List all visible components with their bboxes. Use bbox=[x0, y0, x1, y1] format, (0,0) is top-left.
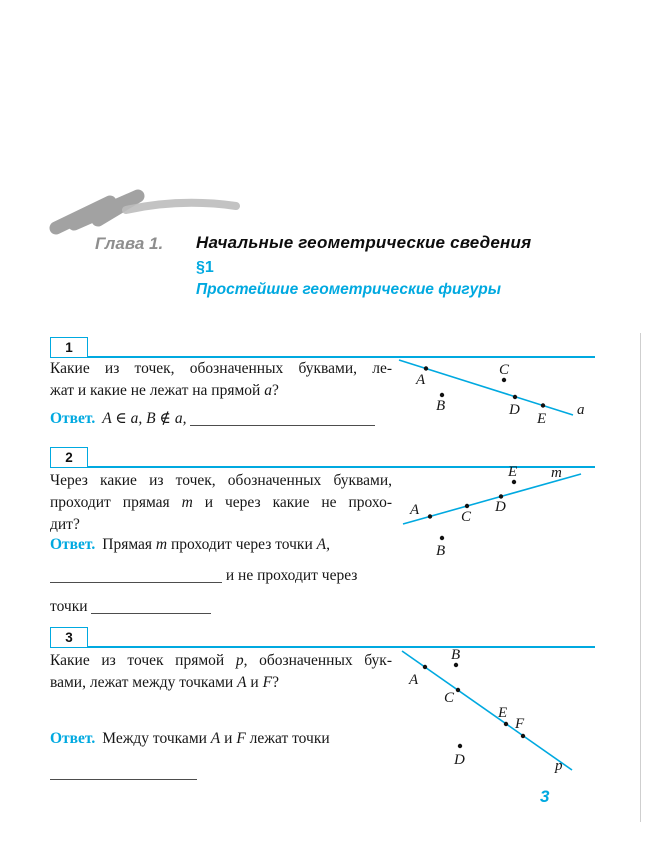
exercise-3-answer-line-2 bbox=[50, 763, 197, 783]
point-D-dot bbox=[513, 395, 517, 399]
exercise-2-diagram bbox=[393, 458, 598, 563]
point-F-dot bbox=[521, 734, 525, 738]
text-line bbox=[50, 358, 392, 380]
exercise-3-diagram bbox=[393, 637, 603, 787]
math-variable: F bbox=[236, 730, 246, 747]
math-variable: p bbox=[235, 652, 244, 669]
exercise-2-text bbox=[50, 470, 392, 536]
point-C-dot bbox=[502, 378, 506, 382]
math-variable: A bbox=[210, 730, 221, 747]
section-number: §1 bbox=[196, 259, 214, 276]
text-segment: проходит через точки bbox=[167, 536, 317, 553]
point-B-dot bbox=[440, 393, 444, 397]
point-A-dot bbox=[428, 514, 432, 518]
text-segment: и через какие не прохо- bbox=[192, 494, 392, 511]
line-a-label: a bbox=[577, 402, 585, 418]
point-E-dot bbox=[512, 480, 516, 484]
exercise-2-answer-line-2 bbox=[50, 566, 357, 586]
point-E-dot bbox=[504, 722, 508, 726]
answer-blank bbox=[190, 413, 375, 426]
exercise-3-text bbox=[50, 650, 392, 694]
exercise-1-number: 1 bbox=[50, 337, 88, 358]
line-p bbox=[402, 651, 572, 770]
text-segment: проходит прямая bbox=[50, 494, 182, 511]
exercise-2-answer-line-1 bbox=[50, 535, 330, 555]
point-A-dot bbox=[424, 366, 428, 370]
page-edge-line bbox=[640, 333, 641, 822]
answer-label: Ответ. bbox=[50, 410, 96, 427]
point-D-dot bbox=[458, 744, 462, 748]
point-B-dot bbox=[454, 663, 458, 667]
text-segment: и bbox=[220, 730, 237, 747]
exercise-2-number: 2 bbox=[50, 447, 88, 468]
answer-blank bbox=[50, 570, 222, 583]
page-number: 3 bbox=[540, 787, 550, 806]
text-line bbox=[50, 514, 392, 536]
text-line bbox=[50, 672, 392, 694]
exercise-1-answer bbox=[50, 409, 375, 429]
point-C-dot bbox=[465, 504, 469, 508]
answer-label: Ответ. bbox=[50, 730, 96, 747]
text-line bbox=[50, 492, 392, 514]
text-segment: Какие из точек, обозначенных буквами, ле- bbox=[50, 360, 392, 377]
text-segment: вами, лежат между точками bbox=[50, 674, 238, 691]
point-D-label: D bbox=[454, 752, 465, 768]
point-E-dot bbox=[541, 403, 545, 407]
point-A-dot bbox=[423, 665, 427, 669]
point-E-label: E bbox=[508, 464, 518, 480]
point-E-label: E bbox=[537, 411, 547, 427]
chapter-label: Глава 1. bbox=[95, 234, 164, 253]
text-segment: ? bbox=[271, 382, 279, 399]
point-B-label: B bbox=[436, 543, 446, 559]
text-line bbox=[50, 380, 392, 402]
text-segment: Между точками bbox=[102, 730, 211, 747]
point-D-label: D bbox=[495, 499, 506, 515]
text-segment: жат и какие не лежат на прямой bbox=[50, 382, 265, 399]
point-E-label: E bbox=[498, 705, 508, 721]
point-F-label: F bbox=[515, 716, 525, 732]
point-A-label: A bbox=[410, 502, 420, 518]
point-B-label: B bbox=[451, 647, 461, 663]
math-variable: A, bbox=[316, 536, 330, 553]
math-variable: a bbox=[264, 382, 272, 399]
exercise-3-answer-line-1 bbox=[50, 729, 330, 749]
text-segment: дит? bbox=[50, 516, 80, 533]
text-segment: ? bbox=[272, 674, 279, 691]
line-p-label: p bbox=[555, 758, 563, 774]
math-variable: m bbox=[181, 494, 193, 511]
section-title: Простейшие геометрические фигуры bbox=[196, 281, 502, 298]
scribble-stroke-light bbox=[126, 203, 236, 210]
answer-label: Ответ. bbox=[50, 536, 96, 553]
text-segment: и не проходит через bbox=[222, 567, 358, 584]
text-segment: Какие из точек прямой bbox=[50, 652, 236, 669]
chapter-title: Начальные геометрические сведения bbox=[196, 233, 532, 252]
point-C-dot bbox=[456, 688, 460, 692]
text-line bbox=[50, 650, 392, 672]
text-segment: Прямая bbox=[102, 536, 156, 553]
text-line bbox=[50, 470, 392, 492]
text-segment: , обозначенных бук- bbox=[243, 652, 392, 669]
point-B-label: B bbox=[436, 398, 446, 414]
text-segment: и bbox=[246, 674, 263, 691]
text-segment: Через какие из точек, обозначенных буквами, bbox=[50, 472, 392, 489]
point-A-label: A bbox=[416, 372, 426, 388]
exercise-1-diagram bbox=[393, 348, 598, 433]
math-variable: F bbox=[262, 674, 273, 691]
answer-math: A ∈ a, B ∉ a, bbox=[102, 410, 187, 427]
answer-blank bbox=[91, 601, 211, 614]
point-D-label: D bbox=[509, 402, 520, 418]
point-C-label: C bbox=[461, 509, 472, 525]
exercise-1-text bbox=[50, 358, 392, 402]
line-m-label: m bbox=[551, 465, 562, 481]
math-variable: m bbox=[155, 536, 168, 553]
text-segment: точки bbox=[50, 598, 92, 615]
text-segment: лежат точки bbox=[245, 730, 330, 747]
point-C-label: C bbox=[444, 690, 455, 706]
point-C-label: C bbox=[499, 362, 510, 378]
point-B-dot bbox=[440, 536, 444, 540]
exercise-3-number: 3 bbox=[50, 627, 88, 648]
math-variable: A bbox=[237, 674, 247, 691]
answer-blank bbox=[50, 767, 197, 780]
point-A-label: A bbox=[409, 672, 419, 688]
exercise-2-answer-line-3 bbox=[50, 597, 211, 617]
